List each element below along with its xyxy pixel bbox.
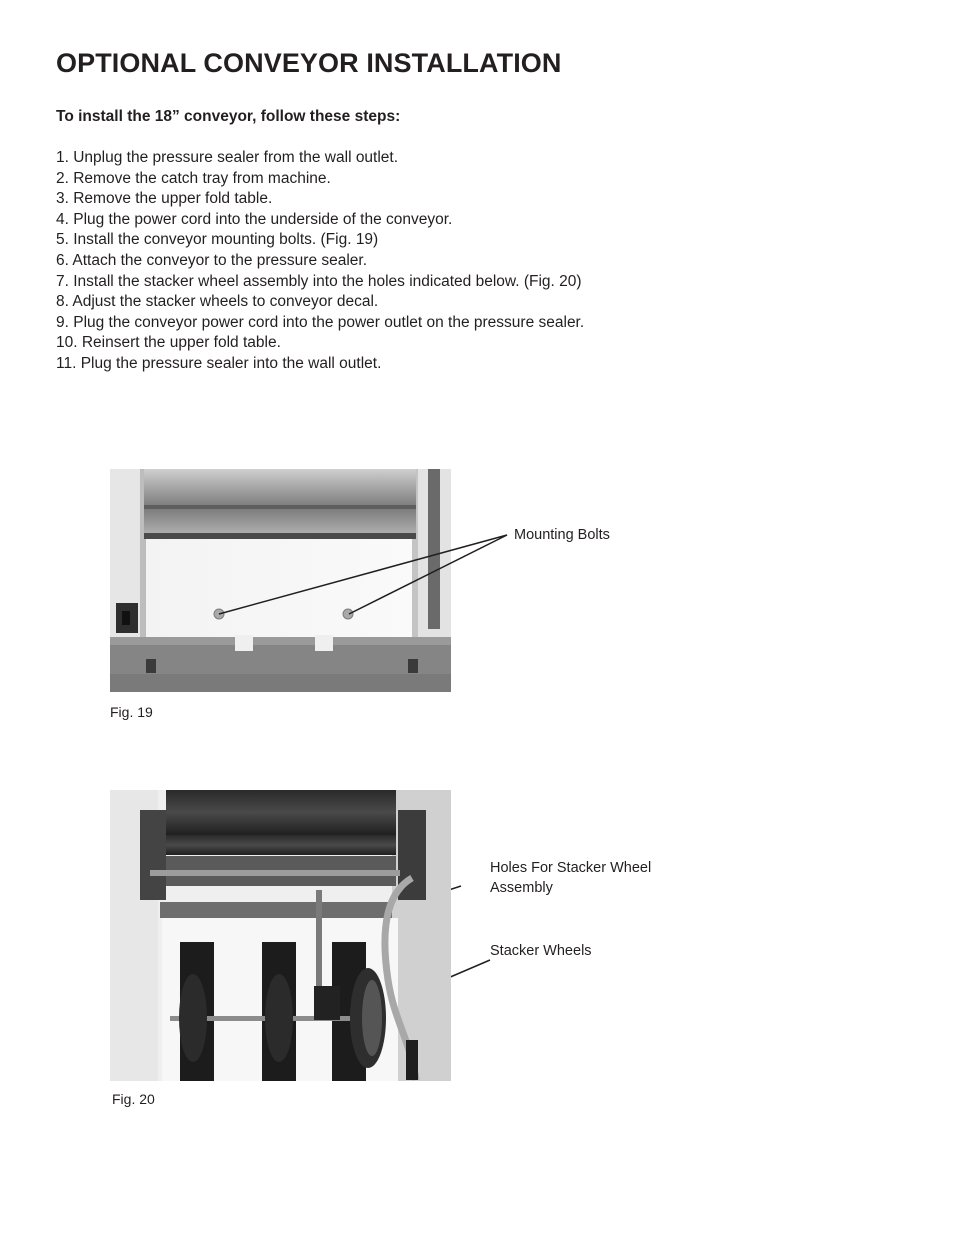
callout-holes-line2: Assembly (490, 879, 553, 896)
step-item: 10. Reinsert the upper fold table. (56, 334, 281, 352)
step-item: 5. Install the conveyor mounting bolts. (Fig. 19) (56, 231, 379, 249)
fig19-caption: Fig. 19 (110, 704, 153, 720)
callout-holes-line1: Holes For Stacker Wheel (490, 860, 652, 876)
fig20-photo (110, 790, 451, 1081)
fig19-photo (110, 469, 451, 692)
step-item: 4. Plug the power cord into the underside of the conveyor. (56, 210, 453, 228)
step-item: 2. Remove the catch tray from machine. (56, 169, 331, 187)
callout-holes-stacker-wheel (490, 859, 651, 898)
steps-list (56, 148, 584, 375)
callout-stacker-wheels: Stacker Wheels (490, 943, 592, 959)
step-item: 7. Install the stacker wheel assembly into the holes indicated below. (Fig. 20) (56, 272, 582, 290)
fig20-caption: Fig. 20 (112, 1091, 155, 1107)
step-item: 6. Attach the conveyor to the pressure sealer. (56, 251, 368, 269)
step-item: 11. Plug the pressure sealer into the wall outlet. (56, 354, 382, 372)
step-item: 8. Adjust the stacker wheels to conveyor decal. (56, 293, 379, 311)
intro-heading: To install the 18” conveyor, follow these steps: (56, 108, 401, 125)
callout-mounting-bolts: Mounting Bolts (514, 527, 610, 543)
step-item: 3. Remove the upper fold table. (56, 190, 273, 208)
page-title: OPTIONAL CONVEYOR INSTALLATION (56, 48, 562, 78)
step-item: 9. Plug the conveyor power cord into the power outlet on the pressure sealer. (56, 313, 585, 331)
step-item: 1. Unplug the pressure sealer from the wall outlet. (56, 149, 399, 166)
